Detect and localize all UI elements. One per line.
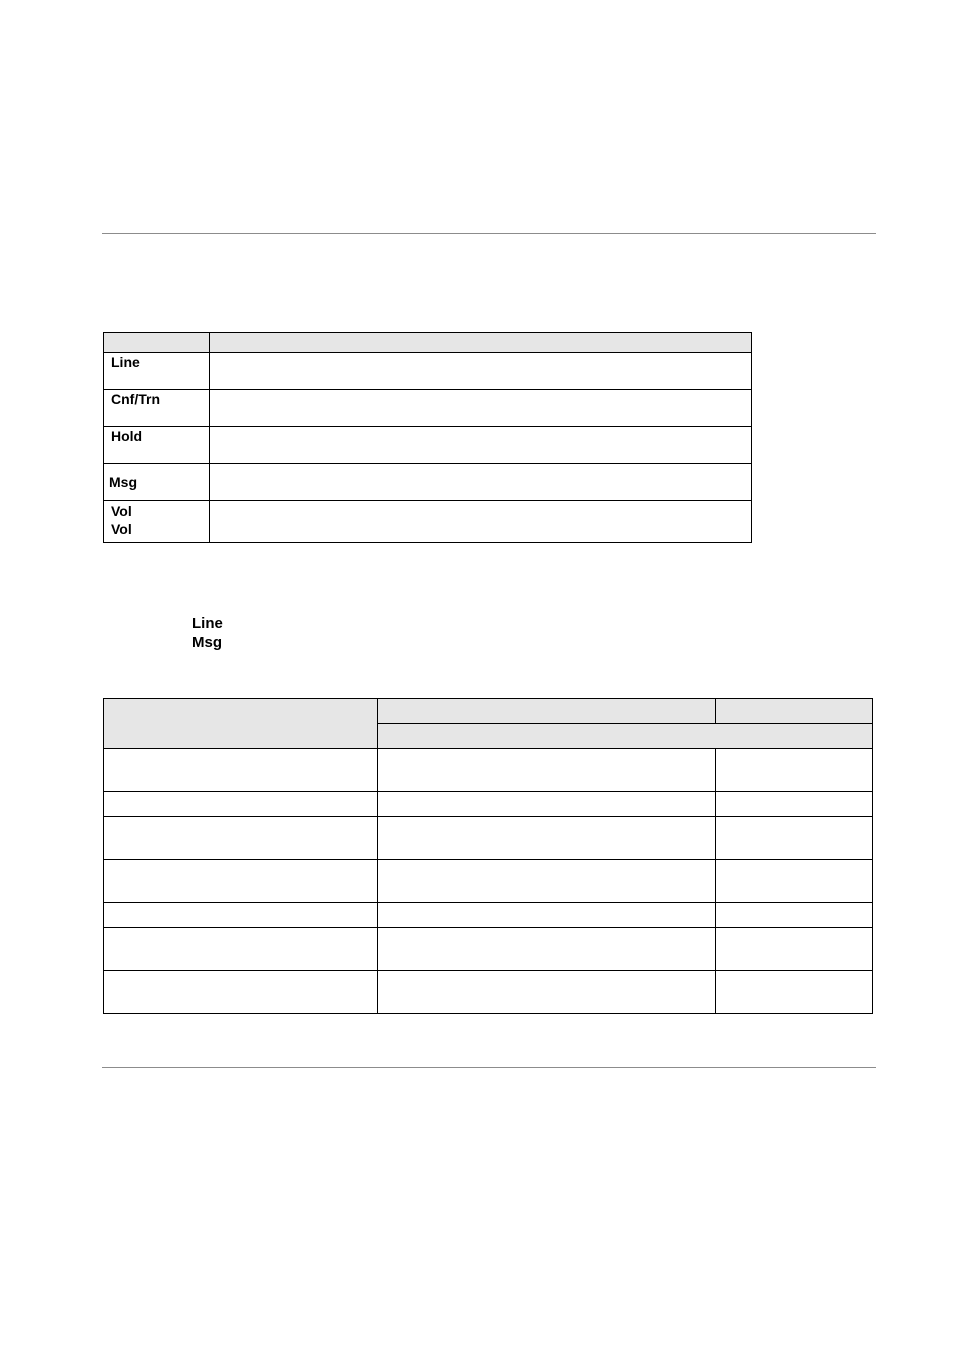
description-cell: [210, 464, 752, 501]
table-row: [104, 817, 873, 860]
inline-msg-key: Msg: [192, 634, 222, 651]
status-header-cell: [104, 699, 378, 749]
table-row: [104, 749, 873, 792]
line-key-label: Line: [111, 354, 140, 370]
inline-line-key: Line: [192, 615, 223, 632]
state-header-cell: [716, 699, 873, 724]
cnf-trn-key-label: Cnf/Trn: [111, 391, 160, 407]
table-row: [104, 464, 752, 501]
table-row: [104, 928, 873, 971]
description-column-header: [210, 333, 752, 353]
key-cell: [104, 464, 210, 501]
description-cell: [210, 390, 752, 427]
table-row: [104, 971, 873, 1014]
key-cell: [104, 501, 210, 543]
key-cell: [104, 390, 210, 427]
vol-down-key-label: Vol: [111, 521, 132, 537]
bottom-divider: [102, 1067, 876, 1068]
hold-key-label: Hold: [111, 428, 143, 444]
description-cell: [210, 427, 752, 464]
top-divider: [102, 233, 876, 234]
table-row: [104, 353, 752, 390]
vol-up-key-label: Vol: [111, 503, 132, 519]
table-row: [104, 427, 752, 464]
description-cell: [210, 353, 752, 390]
table-row: [104, 501, 752, 543]
indicator-header-cell: [378, 699, 716, 724]
table-row: [104, 390, 752, 427]
msg-key-label: Msg: [109, 474, 137, 490]
table-row: [104, 792, 873, 817]
table-row: [104, 860, 873, 903]
description-cell: [210, 501, 752, 543]
key-description-table: [103, 332, 752, 543]
status-table: [103, 698, 873, 1014]
key-cell: [104, 353, 210, 390]
key-column-header: [104, 333, 210, 353]
table-row: [104, 903, 873, 928]
subheader-cell: [378, 724, 873, 749]
key-cell: [104, 427, 210, 464]
